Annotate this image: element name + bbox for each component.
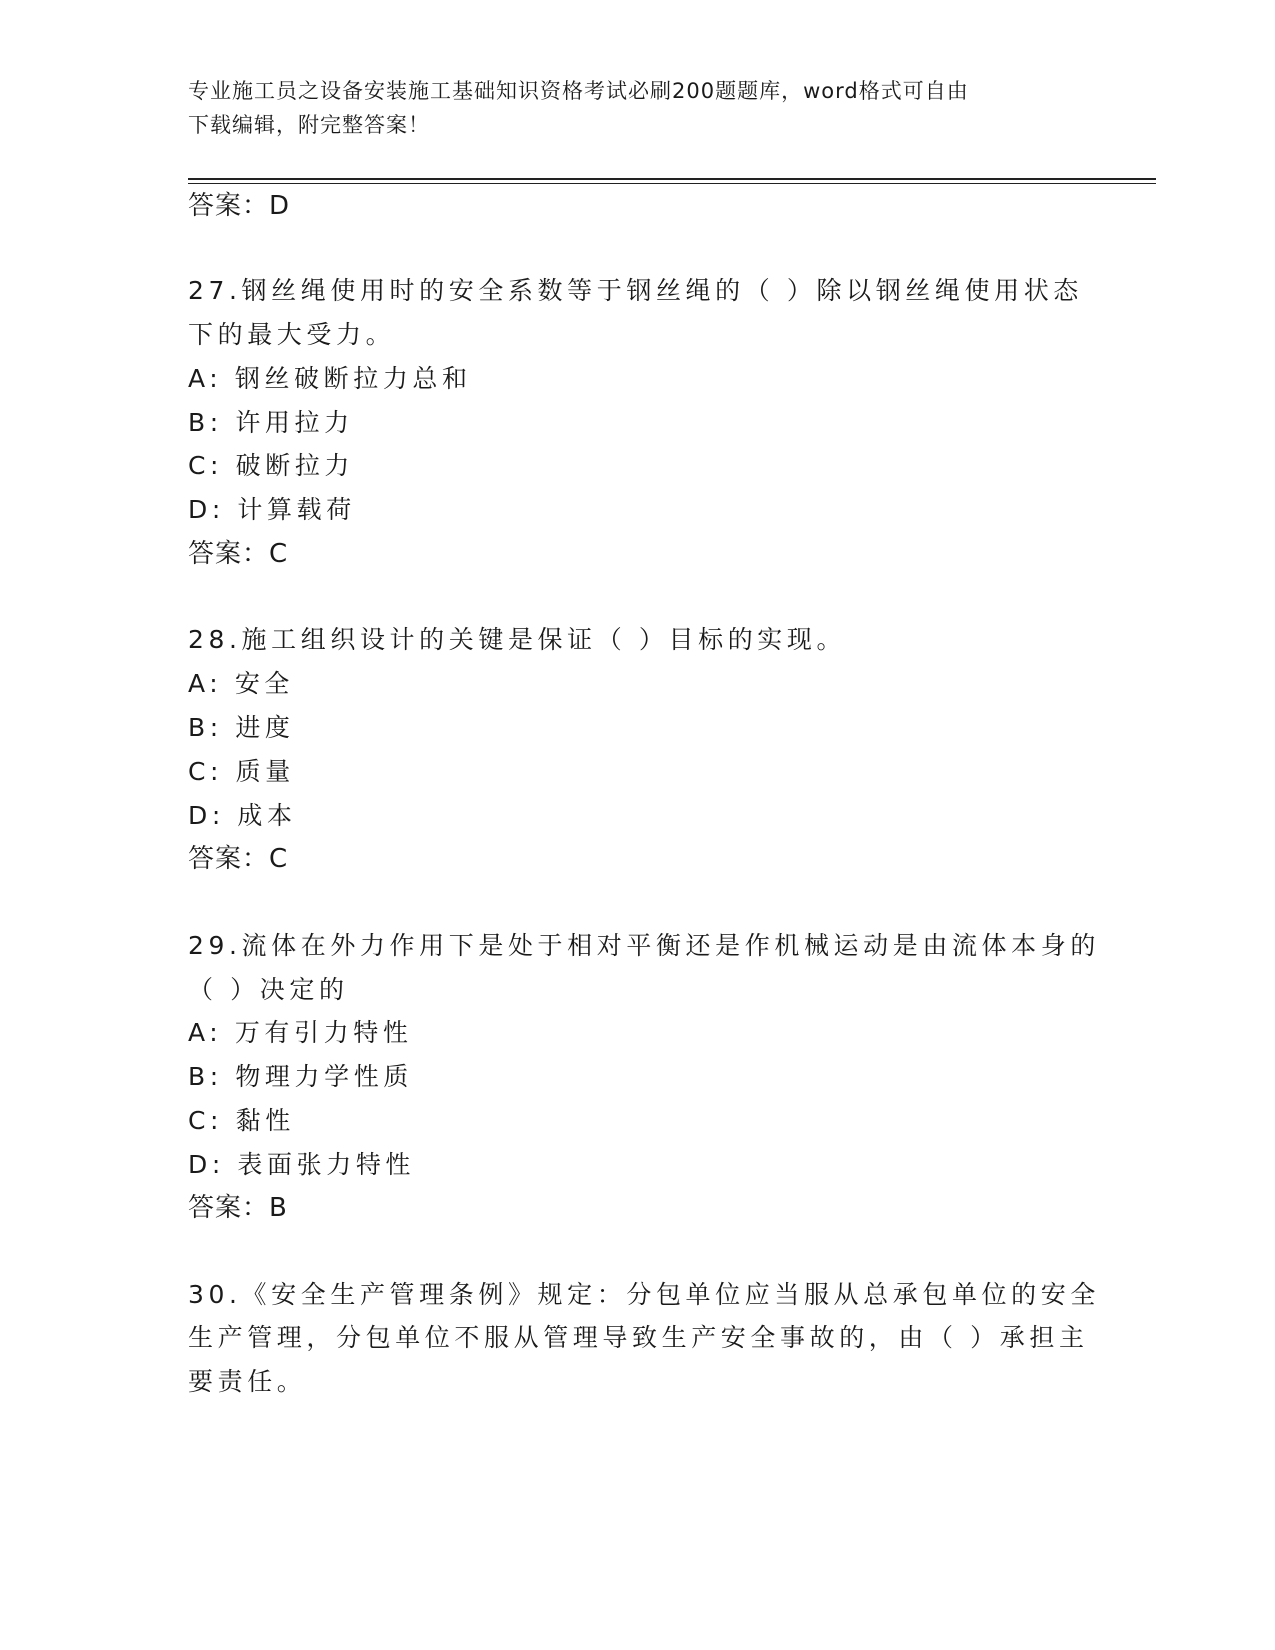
header-line-1: 专业施工员之设备安装施工基础知识资格考试必刷200题题库，word格式可自由	[188, 79, 969, 103]
question-27-option-d: D: 计算载荷	[188, 495, 356, 524]
question-27-option-a: A: 钢丝破断拉力总和	[188, 364, 472, 393]
question-29-text-cont: （ ）决定的	[188, 975, 349, 1004]
question-29-text: 29.流体在外力作用下是处于相对平衡还是作机械运动是由流体本身的	[188, 931, 1100, 960]
question-28-option-c: C: 质量	[188, 757, 295, 786]
question-28-option-a: A: 安全	[188, 669, 295, 698]
question-30-text-cont: 生产管理，分包单位不服从管理导致生产安全事故的，由（ ）承担主	[188, 1323, 1089, 1352]
previous-answer: 答案：D	[188, 191, 291, 221]
question-29-option-d: D: 表面张力特性	[188, 1150, 416, 1179]
question-27-option-b: B: 许用拉力	[188, 408, 354, 437]
question-28-text: 28.施工组织设计的关键是保证（ ）目标的实现。	[188, 625, 847, 654]
question-27-text: 27.钢丝绳使用时的安全系数等于钢丝绳的（ ）除以钢丝绳使用状态	[188, 276, 1083, 305]
header-rule-thick	[188, 178, 1156, 180]
question-28-option-b: B: 进度	[188, 713, 295, 742]
question-30-text: 30.《安全生产管理条例》规定：分包单位应当服从总承包单位的安全	[188, 1280, 1100, 1309]
header-line-2: 下载编辑，附完整答案！	[188, 113, 430, 137]
question-28-option-d: D: 成本	[188, 801, 297, 830]
question-29-option-b: B: 物理力学性质	[188, 1062, 413, 1091]
question-27-answer: 答案：C	[188, 539, 289, 569]
document-header	[188, 74, 1088, 142]
question-29-answer: 答案：B	[188, 1193, 288, 1223]
question-27-text-cont: 下的最大受力。	[188, 320, 396, 349]
question-27-option-c: C: 破断拉力	[188, 451, 355, 480]
question-30-text-cont-2: 要责任。	[188, 1367, 307, 1396]
question-29-option-a: A: 万有引力特性	[188, 1018, 413, 1047]
header-rule-thin	[188, 183, 1156, 184]
question-29-option-c: C: 黏性	[188, 1106, 295, 1135]
question-28-answer: 答案：C	[188, 844, 289, 874]
